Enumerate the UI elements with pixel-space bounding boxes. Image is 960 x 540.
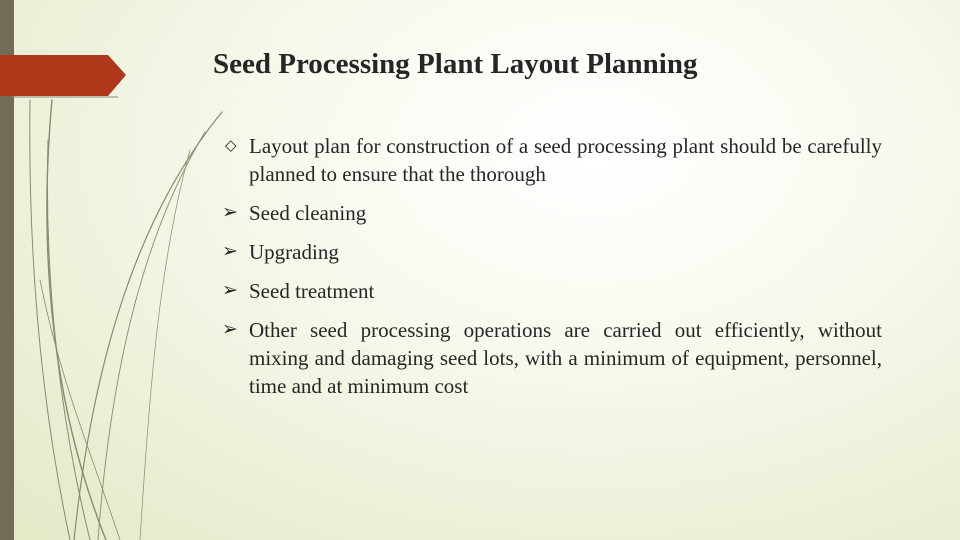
slide-title: Seed Processing Plant Layout Planning [213, 48, 698, 80]
arrowhead-icon: ➢ [222, 280, 238, 301]
bullet-text: Seed treatment [249, 279, 375, 303]
bullet-item [222, 199, 882, 227]
bullet-text: Other seed processing operations are carried out efficiently, without mixing and damaging seed lots, with a minimum of equipment, personnel, time and at minimum cost [249, 318, 882, 398]
diamond-outline-icon: ◇ [225, 138, 237, 154]
arrowhead-icon: ➢ [222, 202, 238, 223]
bullet-item [222, 316, 882, 400]
bullet-list [222, 132, 882, 400]
bullet-text: Seed cleaning [249, 201, 367, 225]
bullet-item [222, 132, 882, 188]
accent-arrow-shape [0, 55, 126, 96]
bullet-text: Layout plan for construction of a seed processing plant should be carefully planned to ensure that the thorough [249, 134, 882, 186]
arrowhead-icon: ➢ [222, 319, 238, 340]
bullet-item [222, 277, 882, 305]
arrowhead-icon: ➢ [222, 241, 238, 262]
bullet-item [222, 238, 882, 266]
bullet-text: Upgrading [249, 240, 339, 264]
